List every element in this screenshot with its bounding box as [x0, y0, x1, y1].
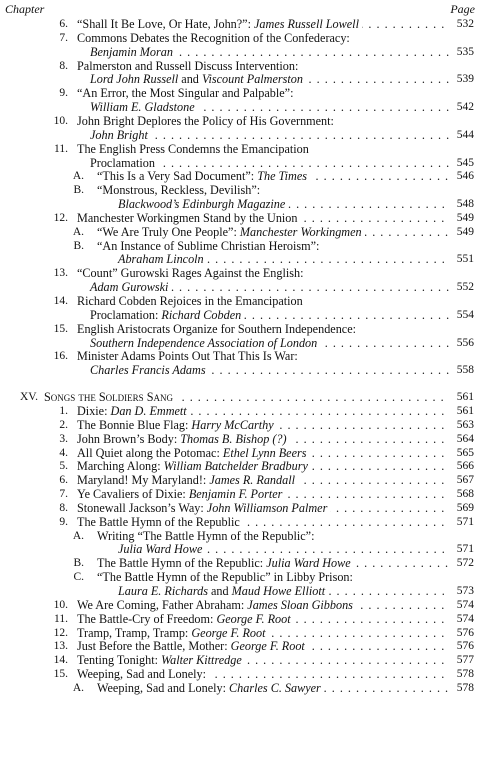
author-name: Benjamin F. Porter: [188, 487, 283, 502]
entry-title: [77, 18, 362, 31]
author-name: Richard Cobden: [161, 307, 242, 322]
entry-title: [77, 488, 285, 501]
entry-title: [90, 157, 158, 170]
page-number: 545: [454, 157, 474, 170]
page-number: 569: [454, 502, 474, 515]
toc-line: [0, 240, 489, 253]
page-number: 574: [454, 613, 474, 626]
title-text: Maryland! My Maryland!:: [77, 473, 210, 488]
page-number: 577: [454, 654, 474, 667]
toc-line: [0, 212, 489, 225]
entry-title: [97, 240, 322, 253]
author-name: Thomas B. Bishop (?): [180, 431, 287, 446]
entry-title: [77, 405, 190, 418]
entry-title: [77, 60, 301, 73]
entry-title: [77, 668, 209, 681]
author-name: Benjamin Moran: [90, 44, 173, 59]
entry-title: [77, 323, 359, 336]
entry-number: 10.: [53, 114, 68, 127]
toc-line: [0, 143, 489, 156]
title-text: Tenting Tonight:: [77, 653, 162, 668]
entry-title: [77, 295, 306, 308]
title-text: The Bonnie Blue Flag:: [77, 417, 192, 432]
title-text: Commons Debates the Recognition of the Confederacy:: [77, 30, 350, 45]
toc-line: [0, 474, 489, 487]
entry-title: [77, 502, 330, 515]
entry-title: [118, 543, 205, 556]
title-text: and: [207, 584, 232, 598]
author-name: Adam Gurowski: [90, 280, 169, 295]
title-text: Weeping, Sad and Lonely:: [97, 680, 230, 695]
toc-line: [0, 253, 489, 266]
sub-entry-letter: A.: [72, 529, 84, 542]
entry-number: 14.: [53, 295, 68, 307]
author-name: Charles C. Sawyer: [229, 680, 321, 695]
entry-title: [118, 253, 207, 266]
sub-entry-letter: B.: [73, 557, 84, 570]
entry-number: 10.: [53, 598, 68, 611]
toc-line: [0, 267, 489, 280]
author-name: James Sloan Gibbons: [247, 597, 353, 612]
author-name: Maud Howe Elliott: [231, 584, 326, 598]
author-name: John Williamson Palmer: [206, 500, 328, 515]
entry-number: 11.: [54, 612, 68, 625]
entry-number: 9.: [59, 87, 68, 100]
chapter-number: XV.: [19, 391, 38, 404]
title-text: “An Error, the Most Singular and Palpable”:: [77, 86, 294, 101]
toc-line: [0, 129, 489, 142]
author-name: Charles Francis Adams: [90, 363, 206, 378]
entry-title: [97, 571, 356, 584]
toc-line: [0, 654, 489, 667]
entry-title: [77, 654, 245, 667]
toc-line: [0, 405, 489, 418]
toc-line: [0, 530, 489, 543]
entry-title: [97, 170, 310, 183]
sub-entry-letter: A.: [72, 225, 84, 238]
author-name: John Bright: [90, 127, 148, 142]
author-name: Manchester Workingmen: [239, 224, 362, 239]
toc-line: [0, 184, 489, 197]
toc-line: [0, 323, 489, 336]
entry-number: 16.: [53, 350, 68, 363]
author-name: The Times: [257, 169, 307, 184]
chapter-column-header: Chapter: [5, 2, 45, 16]
title-text: Stonewall Jackson’s Way:: [77, 500, 207, 515]
page-number: 535: [454, 46, 474, 59]
title-text: Weeping, Sad and Lonely:: [77, 667, 206, 682]
author-name: George F. Root: [191, 625, 266, 640]
toc-line: [0, 198, 489, 211]
entry-title: [77, 143, 312, 156]
page-number: 573: [454, 585, 474, 598]
title-text: Ye Cavaliers of Dixie:: [77, 487, 189, 502]
page-number: 558: [454, 364, 474, 377]
title-text: The Battle Hymn of the Republic: [77, 514, 240, 529]
title-text: and: [178, 72, 202, 87]
page-number: 564: [454, 433, 474, 446]
page-number: 556: [454, 337, 474, 350]
entry-number: 11.: [54, 142, 68, 155]
entry-title: [77, 32, 353, 45]
page-number: 532: [454, 18, 474, 31]
title-text: John Bright Deplores the Policy of His Government:: [77, 113, 334, 128]
page-number: 567: [454, 474, 474, 487]
page-number: 576: [454, 627, 474, 640]
entry-number: 6.: [59, 474, 68, 487]
toc-line: [0, 613, 489, 626]
toc-line: [0, 668, 489, 681]
entry-number: 8.: [59, 501, 68, 514]
toc-line: [0, 73, 489, 86]
entry-title: [77, 627, 269, 640]
author-name: Viscount Palmerston: [201, 72, 303, 87]
toc-line: [0, 87, 489, 100]
author-name: Walter Kittredge: [161, 653, 242, 668]
entry-number: 2.: [59, 418, 68, 431]
author-name: James Russell Lowell: [254, 17, 359, 31]
entry-number: 5.: [59, 460, 68, 473]
page-number: 566: [454, 460, 474, 473]
title-text: Proclamation:: [90, 307, 162, 322]
author-name: Abraham Lincoln: [118, 252, 204, 267]
entry-number: 4.: [59, 446, 68, 459]
entry-number: 7.: [59, 31, 68, 44]
author-name: George F. Root: [230, 639, 305, 654]
toc-line: [0, 101, 489, 114]
author-name: Blackwood’s Edinburgh Magazine: [118, 197, 286, 212]
entry-title: [77, 267, 306, 280]
author-name: James R. Randall: [209, 473, 295, 488]
title-text: John Brown’s Body:: [77, 431, 181, 446]
sub-entry-letter: C.: [73, 571, 84, 584]
toc-line: [0, 295, 489, 308]
title-text: Minister Adams Points Out That This Is War:: [77, 349, 298, 364]
entry-title: [90, 46, 176, 59]
page-column-header: Page: [450, 2, 475, 16]
entry-title: [77, 640, 308, 653]
entry-number: 12.: [53, 211, 68, 224]
toc-line: [0, 157, 489, 170]
title-text: Writing “The Battle Hymn of the Republic”:: [97, 528, 315, 543]
toc-line: [0, 543, 489, 556]
entry-number: 13.: [53, 267, 68, 280]
page-number: 549: [454, 226, 474, 239]
sub-entry-letter: B.: [73, 184, 84, 197]
toc-line: [0, 18, 489, 31]
toc-line: [0, 419, 489, 432]
title-text: English Aristocrats Organize for Southern Independence:: [77, 321, 356, 336]
title-text: “This Is a Very Sad Document”:: [97, 169, 258, 184]
entry-title: [77, 350, 301, 363]
entry-title: [97, 682, 324, 695]
entry-title: [118, 585, 328, 598]
title-text: The Battle-Cry of Freedom:: [77, 611, 217, 626]
sub-entry-letter: B.: [73, 239, 84, 252]
entry-title: [90, 309, 244, 322]
author-name: Lord John Russell: [90, 72, 179, 87]
toc-line: [0, 32, 489, 45]
title-text: We Are Coming, Father Abraham:: [77, 597, 248, 612]
page-number: 563: [454, 419, 474, 432]
entry-number: 15.: [53, 668, 68, 681]
sub-entry-letter: A.: [72, 681, 84, 694]
entry-title: [77, 460, 311, 473]
page-number: 549: [454, 212, 474, 225]
toc-line: [0, 281, 489, 294]
entry-number: 1.: [59, 404, 68, 417]
title-text: Just Before the Battle, Mother:: [77, 639, 231, 654]
title-text: Richard Cobden Rejoices in the Emancipation: [77, 294, 303, 308]
page-number: 574: [454, 599, 474, 612]
author-name: Laura E. Richards: [118, 584, 208, 598]
toc-line: [0, 350, 489, 363]
toc-line: [0, 309, 489, 322]
entry-title: [90, 101, 198, 114]
entry-number: 15.: [53, 322, 68, 335]
entry-title: [77, 433, 290, 446]
toc-line: [0, 571, 489, 584]
toc-line: [0, 627, 489, 640]
page-number: 546: [454, 170, 474, 183]
page-number: 572: [454, 557, 474, 570]
title-text: Palmerston and Russell Discuss Intervention:: [77, 58, 299, 73]
entry-title: [77, 419, 277, 432]
page-number: 576: [454, 640, 474, 653]
title-text: The English Press Condemns the Emancipation: [77, 141, 309, 156]
title-text: Manchester Workingmen Stand by the Union: [77, 210, 298, 225]
page-number: 554: [454, 309, 474, 322]
entry-number: 8.: [59, 59, 68, 72]
title-text: Proclamation: [90, 155, 155, 170]
entry-number: 6.: [59, 18, 68, 30]
page-number: 571: [454, 516, 474, 529]
toc-line: [0, 488, 489, 501]
entry-title: [90, 129, 151, 142]
entry-number: 12.: [53, 626, 68, 639]
entry-number: 13.: [53, 640, 68, 653]
entry-title: [97, 184, 263, 197]
toc-line: [0, 516, 489, 529]
page-number: 548: [454, 198, 474, 211]
page-number: 551: [454, 253, 474, 266]
sub-entry-letter: A.: [72, 170, 84, 183]
entry-number: 9.: [59, 515, 68, 528]
author-name: Julia Ward Howe: [118, 542, 203, 557]
toc-line: [0, 226, 489, 239]
page-number: 571: [454, 543, 474, 556]
toc-line: [0, 391, 489, 404]
title-text: “Count” Gurowski Rages Against the English:: [77, 266, 304, 281]
toc-line: [0, 447, 489, 460]
author-name: Dan D. Emmett: [110, 403, 187, 418]
author-name: Ethel Lynn Beers: [222, 445, 307, 460]
toc-line: [0, 60, 489, 73]
toc-line: [0, 337, 489, 350]
toc-line: [0, 640, 489, 653]
toc-line: [0, 585, 489, 598]
entry-title: [77, 613, 294, 626]
entry-number: 3.: [59, 432, 68, 445]
title-text: “Shall It Be Love, Or Hate, John?”:: [77, 17, 255, 31]
page-number: 552: [454, 281, 474, 294]
author-name: George F. Root: [216, 611, 291, 626]
author-name: Southern Independence Association of London: [90, 335, 318, 350]
entry-title: [44, 391, 176, 404]
title-text: “An Instance of Sublime Christian Heroism”:: [97, 238, 320, 253]
entry-title: [77, 115, 337, 128]
entry-title: [77, 599, 356, 612]
page-number: 542: [454, 101, 474, 114]
title-text: Songs the Soldiers Sang: [44, 390, 173, 405]
entry-title: [97, 557, 354, 570]
page-number: 544: [454, 129, 474, 142]
title-text: “We Are Truly One People”:: [97, 224, 240, 239]
page-number: 578: [454, 668, 474, 681]
toc-line: [0, 599, 489, 612]
entry-title: [90, 281, 171, 294]
title-text: “The Battle Hymn of the Republic” in Libby Prison:: [97, 570, 353, 585]
toc-line: [0, 115, 489, 128]
entry-title: [77, 516, 243, 529]
author-name: William E. Gladstone: [90, 100, 195, 115]
entry-title: [90, 337, 320, 350]
page-number: 539: [454, 73, 474, 86]
entry-title: [90, 73, 306, 86]
entry-title: [97, 530, 317, 543]
title-text: Marching Along:: [77, 459, 164, 474]
toc-line: [0, 557, 489, 570]
entry-title: [77, 212, 301, 225]
title-text: Tramp, Tramp, Tramp:: [77, 625, 192, 640]
toc-line: [0, 46, 489, 59]
title-text: Dixie:: [77, 403, 111, 418]
page-number: 561: [454, 405, 474, 418]
title-text: All Quiet along the Potomac:: [77, 445, 223, 460]
toc-line: [0, 170, 489, 183]
toc-line: [0, 460, 489, 473]
toc-line: [0, 364, 489, 377]
toc-line: [0, 502, 489, 515]
entry-title: [77, 474, 298, 487]
author-name: Julia Ward Howe: [266, 556, 351, 571]
title-text: “Monstrous, Reckless, Devilish”:: [97, 183, 261, 198]
title-text: The Battle Hymn of the Republic:: [97, 556, 267, 571]
toc-line: [0, 433, 489, 446]
author-name: Harry McCarthy: [191, 417, 274, 432]
entry-title: [97, 226, 365, 239]
entry-title: [118, 198, 288, 211]
entry-title: [77, 447, 309, 460]
entry-number: 7.: [59, 488, 68, 501]
entry-title: [90, 364, 209, 377]
entry-title: [77, 87, 296, 100]
page-number: 561: [454, 391, 474, 404]
entry-number: 14.: [53, 654, 68, 667]
page-number: 565: [454, 447, 474, 460]
page-number: 578: [454, 682, 474, 695]
toc-line: [0, 682, 489, 695]
page-number: 568: [454, 488, 474, 501]
author-name: William Batchelder Bradbury: [163, 459, 308, 474]
